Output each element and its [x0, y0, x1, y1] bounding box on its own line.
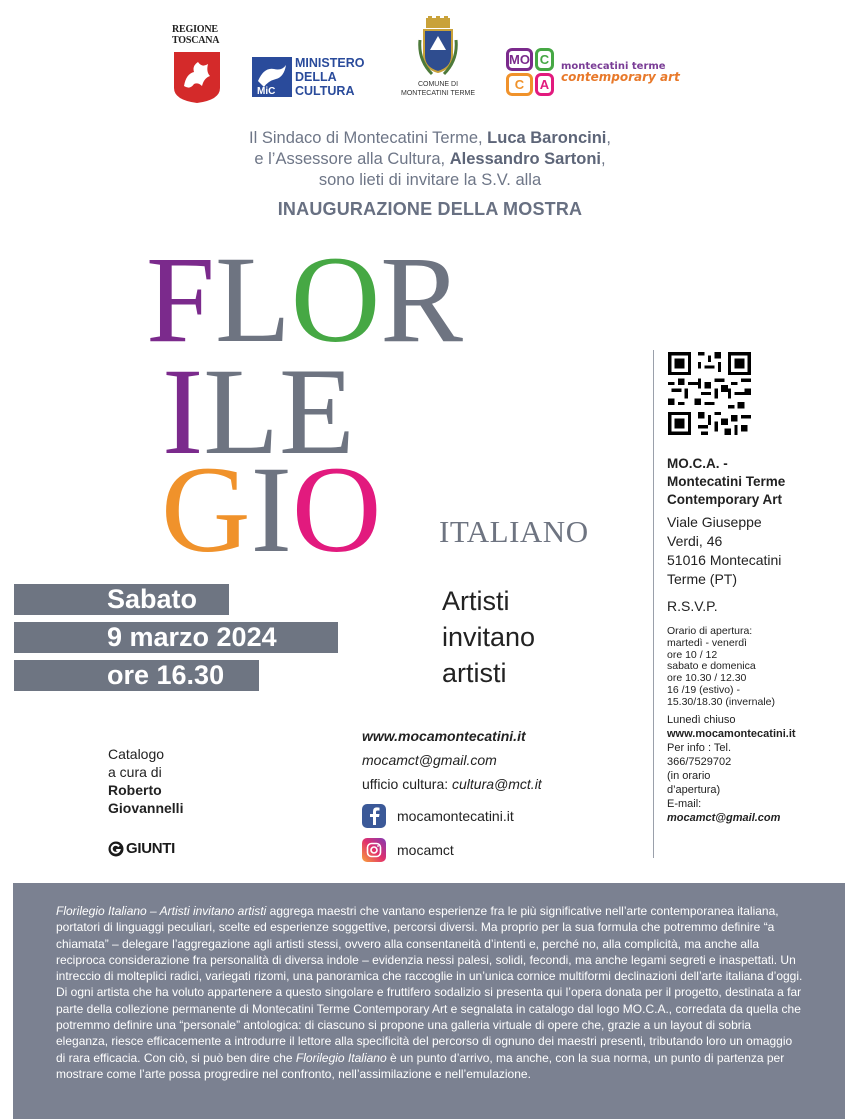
website-link[interactable]: www.mocamontecatini.it [362, 728, 526, 744]
email-link[interactable]: mocamct@gmail.com [362, 752, 497, 768]
assessor-name: Alessandro Sartoni [449, 150, 602, 168]
giunti-logo [108, 840, 175, 857]
regione-label: REGIONE [172, 24, 218, 35]
sidebar-contacts [667, 713, 817, 825]
comune-montecatini-logo [392, 16, 484, 98]
ufficio-label: ufficio cultura: [362, 776, 453, 792]
address-line4: Terme (PT) [667, 571, 737, 587]
moca-tile-c1: C [535, 48, 554, 71]
rsvp-label: R.S.V.P. [667, 598, 718, 614]
instagram-handle: mocamct [397, 842, 454, 858]
ministero-line3: CULTURA [295, 84, 355, 98]
tagline-line1: Artisti [442, 586, 510, 616]
city-crest-icon [418, 16, 458, 78]
moca-emblem-icon [506, 48, 554, 96]
title-line-gio [161, 441, 382, 578]
instagram-icon [362, 838, 386, 862]
mayor-name: Luca Baroncini [487, 129, 607, 147]
closed-day: Lunedì chiuso [667, 713, 736, 726]
title-letter-f: F [146, 231, 215, 368]
description-italic-title: Florilegio Italiano [295, 1050, 387, 1065]
title-letter-o: O [290, 231, 381, 368]
sidebar-website-link[interactable]: www.mocamontecatini.it [667, 727, 796, 740]
title-letter-g: G [161, 441, 251, 578]
info-line3: (in orario [667, 769, 711, 782]
moca-title-line3: Contemporary Art [667, 492, 783, 507]
ministero-line2: DELLA [295, 70, 337, 84]
address-line2: Verdi, 46 [667, 533, 723, 549]
hours-line: martedì - venerdì [667, 636, 747, 649]
qr-code-icon[interactable] [668, 352, 751, 435]
invite-line2: e l’Assessore alla Cultura, [254, 150, 450, 168]
regione-toscana-logo [172, 24, 226, 109]
inauguration-headline: INAUGURAZIONE DELLA MOSTRA [277, 199, 583, 219]
comune-line1: COMUNE DI [417, 81, 459, 88]
title-letter-i2: I [250, 441, 292, 578]
tagline [442, 583, 535, 691]
moca-address [667, 513, 817, 589]
event-date: 9 marzo 2024 [14, 622, 338, 653]
contacts-block [362, 724, 542, 796]
instagram-link[interactable] [362, 838, 454, 862]
invite-line2-end: , [601, 150, 606, 168]
hours-line: 15.30/18.30 (invernale) [667, 695, 775, 708]
invite-line1-end: , [606, 129, 611, 147]
hours-line: 16 /19 (estivo) - [667, 683, 740, 696]
event-day: Sabato [14, 584, 229, 615]
hours-line: ore 10 / 12 [667, 648, 718, 661]
moca-tile-a: A [535, 73, 554, 96]
publisher-name: GIUNTI [126, 840, 176, 857]
moca-tile-mo: MO [506, 48, 533, 71]
sidebar-divider [653, 350, 654, 858]
description-body1: aggrega maestri che vantano esperienze fra le più significative nell’arte contemporanea italiana, portatori di linguaggi peculiari, scelte ed esperienze soggettive, percorsi diversi. Ma proprio per la sua formula che potremmo definire “a chiamata” – delegare l’aggregazione agli artisti stessi, ovvero alla consentaneità d’intenti e, perché no, alla complicità, ma anche alla reciproca considerazione fra personalità di diversa indole – evidenzia nessi palesi, solidi, fecondi, ma anche legami segreti e inaspettati. Un intreccio di molteplici radici, variegati rizomi, una panoramica che raccoglie in un’unica cornice multiformi declinazioni dell’arte italiana d’oggi. Di ogni artista che ha voluto appartenere a questo singolare e fruttifero sodalizio si presenta qui l’opera donata per il progetto, destinata a far parte della collezione permanente di Montecatini Terme Contemporary Art e segnalata in catalogo dal logo MO.C.A., corredata da quella che potremmo definire una “personale” antologica: di ciascuno si propone una galleria virtuale di opere che, grazie a un layout di sobria eleganza, riesce efficacemente a introdurre il lettore alla specificità del percorso di ognuno dei maestri presenti, tributando loro un omaggio di rara efficacia. Con ciò, si può ben dire che [56, 904, 803, 1065]
description-lead: Florilegio Italiano – Artisti invitano artisti [56, 904, 267, 918]
event-time: ore 16.30 [14, 660, 259, 691]
tagline-line3: artisti [442, 658, 507, 688]
sidebar-email-link[interactable]: mocamct@gmail.com [667, 811, 781, 824]
title-subtitle: ITALIANO [439, 514, 589, 549]
moca-line1: montecatini terme [561, 61, 666, 72]
mic-label: MiC [257, 86, 276, 97]
moca-info-sidebar [667, 455, 817, 825]
facebook-icon [362, 804, 386, 828]
facebook-handle: mocamontecatini.it [397, 808, 514, 824]
invite-line3: sono lieti di invitare la S.V. alla [318, 171, 542, 189]
moca-tile-c2: C [506, 73, 533, 96]
title-letter-o2: O [291, 441, 382, 578]
toscana-label: TOSCANA [172, 35, 220, 46]
invite-line1: Il Sindaco di Montecatini Terme, [249, 129, 488, 147]
info-line1: Per info : Tel. [667, 741, 731, 754]
curator-last-name: Giovannelli [108, 800, 184, 816]
hours-line: Orario di apertura: [667, 625, 753, 637]
pegasus-shield-icon [172, 50, 222, 104]
comune-line2: MONTECATINI TERME [400, 90, 476, 97]
title-letter-r: R [380, 231, 463, 368]
curator-first-name: Roberto [108, 782, 162, 798]
moca-title-line1: MO.C.A. - [667, 456, 728, 471]
facebook-link[interactable] [362, 804, 514, 828]
title-letter-l: L [214, 231, 291, 368]
title-letters-le: LE [203, 343, 355, 480]
ufficio-email-link[interactable]: cultura@mct.it [452, 776, 542, 792]
catalog-line2: a cura di [108, 764, 162, 780]
catalog-line1: Catalogo [108, 746, 165, 762]
hours-line: ore 10.30 / 12.30 [667, 672, 747, 685]
mic-emblem-icon [252, 57, 292, 97]
address-line1: Viale Giuseppe [667, 514, 762, 530]
moca-line2: contemporary art [561, 70, 680, 84]
tagline-line2: invitano [442, 622, 536, 652]
description-body2: è un punto d’arrivo, ma anche, con la sua norma, un punto di partenza per mostrare come l’arte possa progredire nel confronto, nell’assimilazione e nell’emulazione. [56, 1050, 785, 1081]
invitation-text [160, 128, 700, 191]
opening-hours [667, 626, 817, 709]
email-label: E-mail: [667, 797, 702, 810]
hours-line: sabato e domenica [667, 660, 756, 673]
ministero-cultura-logo [252, 56, 364, 98]
address-line3: 51016 Montecatini [667, 552, 782, 568]
description-text [56, 903, 804, 1082]
catalog-credit [108, 745, 183, 817]
info-line4: d’apertura) [667, 783, 721, 796]
moca-logo [506, 48, 680, 96]
ministero-line1: MINISTERO [295, 56, 365, 70]
phone-number[interactable]: 366/7529702 [667, 755, 732, 768]
moca-title-line2: Montecatini Terme [667, 474, 786, 489]
title-letter-i: I [162, 343, 204, 480]
giunti-g-icon [108, 841, 124, 857]
